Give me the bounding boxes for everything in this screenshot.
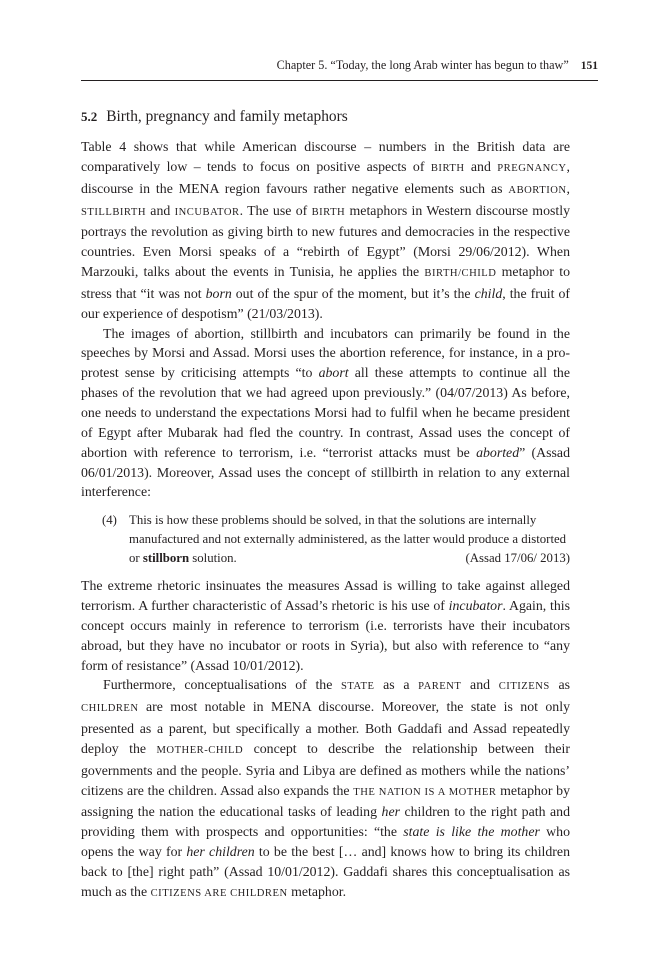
paragraph-1: Table 4 shows that while American discourse – numbers in the British data are comparatively low – tends to focus on positive aspects of BIRTH and PREGNANCY, discourse in the MENA region favours rather negative elements such as ABORTION, STILLBIRTH and INCUBATOR. The use of BIRTH metaphors in Western discourse mostly portrays the revolution as giving birth to new futures and democracies in the respective countries. Even Morsi speaks of a “rebirth of Egypt” (Morsi 29/06/2012). When Marzouki, talks about the events in Tunisia, he applies the BIRTH/CHILD metaphor to stress that “it was not born out of the spur of the moment, but it’s the child, the fruit of our experience of despotism” (21/03/2013). <box>81 139 570 321</box>
paragraph-2: The images of abortion, stillbirth and incubators can primarily be found in the speeches by Morsi and Assad. Morsi uses the abortion reference, for instance, in a pro-protest sense by criticising attempts “to abort all these attempts to continue all the phases of the revolution that we had agreed upon previously.” (04/07/2013) As before, one needs to understand the expectations Morsi had to fulfil when he became president of Egypt after Mubarak had fled the country. In contrast, Assad uses the concept of abortion with reference to terrorism, i.e. “terrorist attacks must be aborted” (Assad 06/01/2013). Moreover, Assad uses the concept of stillbirth in relation to any external interference: <box>81 325 570 500</box>
running-title: Chapter 5. “Today, the long Arab winter has begun to thaw” <box>276 58 569 72</box>
example-4 <box>81 511 570 568</box>
example-number: (4) <box>102 513 117 528</box>
body-text <box>81 137 570 904</box>
running-header <box>81 58 598 81</box>
paragraph-3: The extreme rhetoric insinuates the measures Assad is willing to take against alleged terrorism. A further characteristic of Assad’s rhetoric is his use of incubator. Again, this concept occurs mainly in reference to terrorism (i.e. terrorists have their incubators abroad, but they have no incubator or roots in Syria), but also with reference to “any form of resistance” (Assad 10/01/2012). <box>81 578 570 673</box>
section-number: 5.2 <box>81 109 98 124</box>
example-text: This is how these problems should be solved, in that the solutions are internally manufactured and not externally administered, as the latter would produce a distorted or stillborn solution. (Assad 17/06/ 2013) <box>129 511 570 568</box>
paragraph-4: Furthermore, conceptualisations of the STATE as a PARENT and CITIZENS as CHILDREN are most notable in MENA discourse. Moreover, the state is not only presented as a parent, but specifically a mother. Both Gaddafi and Assad repeatedly deploy the MOTHER-CHILD concept to describe the relationship between their governments and the people. Syria and Libya are defined as mothers while the nations’ citizens are the children. Assad also expands the THE NATION IS A MOTHER metaphor by assigning the nation the educational tasks of leading her children to the right path and providing them with prospects and opportunities: “the state is like the mother who opens the way for her children to be the best [… and] knows how to bring its children back to [the] right path” (Assad 10/01/2012). Gaddafi shares this conceptualisation as much as the CITIZENS ARE CHILDREN metaphor. <box>81 677 570 899</box>
page-number: 151 <box>580 60 598 72</box>
section-title: Birth, pregnancy and family metaphors <box>106 108 348 125</box>
example-source: (Assad 17/06/ 2013) <box>465 551 570 566</box>
section-heading <box>81 106 598 128</box>
